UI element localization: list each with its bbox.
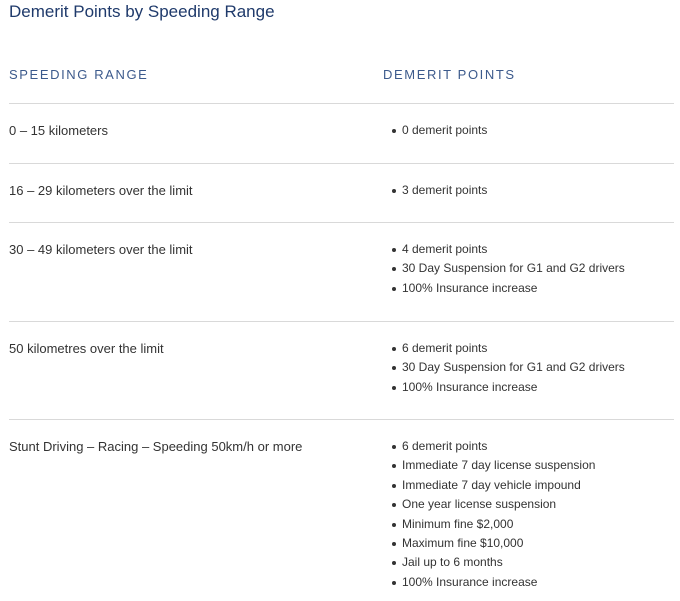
bullet-icon — [392, 248, 396, 252]
bullet-icon — [392, 386, 396, 390]
column-header-speeding-range: SPEEDING RANGE — [9, 67, 149, 82]
speeding-range-cell: 30 – 49 kilometers over the limit — [9, 242, 193, 257]
bullet-icon — [392, 484, 396, 488]
list-item: 30 Day Suspension for G1 and G2 drivers — [392, 259, 625, 278]
speeding-range-cell: Stunt Driving – Racing – Speeding 50km/h or more — [9, 439, 303, 454]
bullet-icon — [392, 189, 396, 193]
list-item: Minimum fine $2,000 — [392, 515, 595, 534]
demerit-table — [9, 103, 674, 601]
table-row — [9, 163, 674, 222]
bullet-icon — [392, 366, 396, 370]
demerit-points-list — [392, 437, 595, 592]
list-item: Immediate 7 day license suspension — [392, 456, 595, 475]
list-item: 100% Insurance increase — [392, 279, 625, 298]
list-item: 30 Day Suspension for G1 and G2 drivers — [392, 358, 625, 377]
list-item: 6 demerit points — [392, 437, 595, 456]
list-item: 6 demerit points — [392, 339, 625, 358]
bullet-icon — [392, 129, 396, 133]
list-item: 100% Insurance increase — [392, 378, 625, 397]
list-item: Jail up to 6 months — [392, 553, 595, 572]
demerit-points-list — [392, 240, 625, 298]
page-title: Demerit Points by Speeding Range — [9, 2, 275, 21]
bullet-icon — [392, 542, 396, 546]
list-item: One year license suspension — [392, 495, 595, 514]
list-item: 3 demerit points — [392, 181, 487, 200]
list-item: Immediate 7 day vehicle impound — [392, 476, 595, 495]
speeding-range-cell: 50 kilometres over the limit — [9, 341, 164, 356]
column-header-demerit-points: DEMERIT POINTS — [383, 67, 516, 82]
demerit-points-list — [392, 181, 487, 200]
speeding-range-cell: 0 – 15 kilometers — [9, 123, 108, 138]
table-row — [9, 419, 674, 601]
bullet-icon — [392, 523, 396, 527]
bullet-icon — [392, 581, 396, 585]
speeding-range-cell: 16 – 29 kilometers over the limit — [9, 183, 193, 198]
bullet-icon — [392, 347, 396, 351]
list-item: Maximum fine $10,000 — [392, 534, 595, 553]
table-row — [9, 321, 674, 419]
demerit-points-list — [392, 121, 487, 140]
bullet-icon — [392, 445, 396, 449]
table-row — [9, 222, 674, 321]
demerit-points-list — [392, 339, 625, 397]
bullet-icon — [392, 464, 396, 468]
table-row — [9, 103, 674, 163]
bullet-icon — [392, 561, 396, 565]
bullet-icon — [392, 503, 396, 507]
list-item: 4 demerit points — [392, 240, 625, 259]
bullet-icon — [392, 287, 396, 291]
list-item: 100% Insurance increase — [392, 573, 595, 592]
list-item: 0 demerit points — [392, 121, 487, 140]
bullet-icon — [392, 267, 396, 271]
